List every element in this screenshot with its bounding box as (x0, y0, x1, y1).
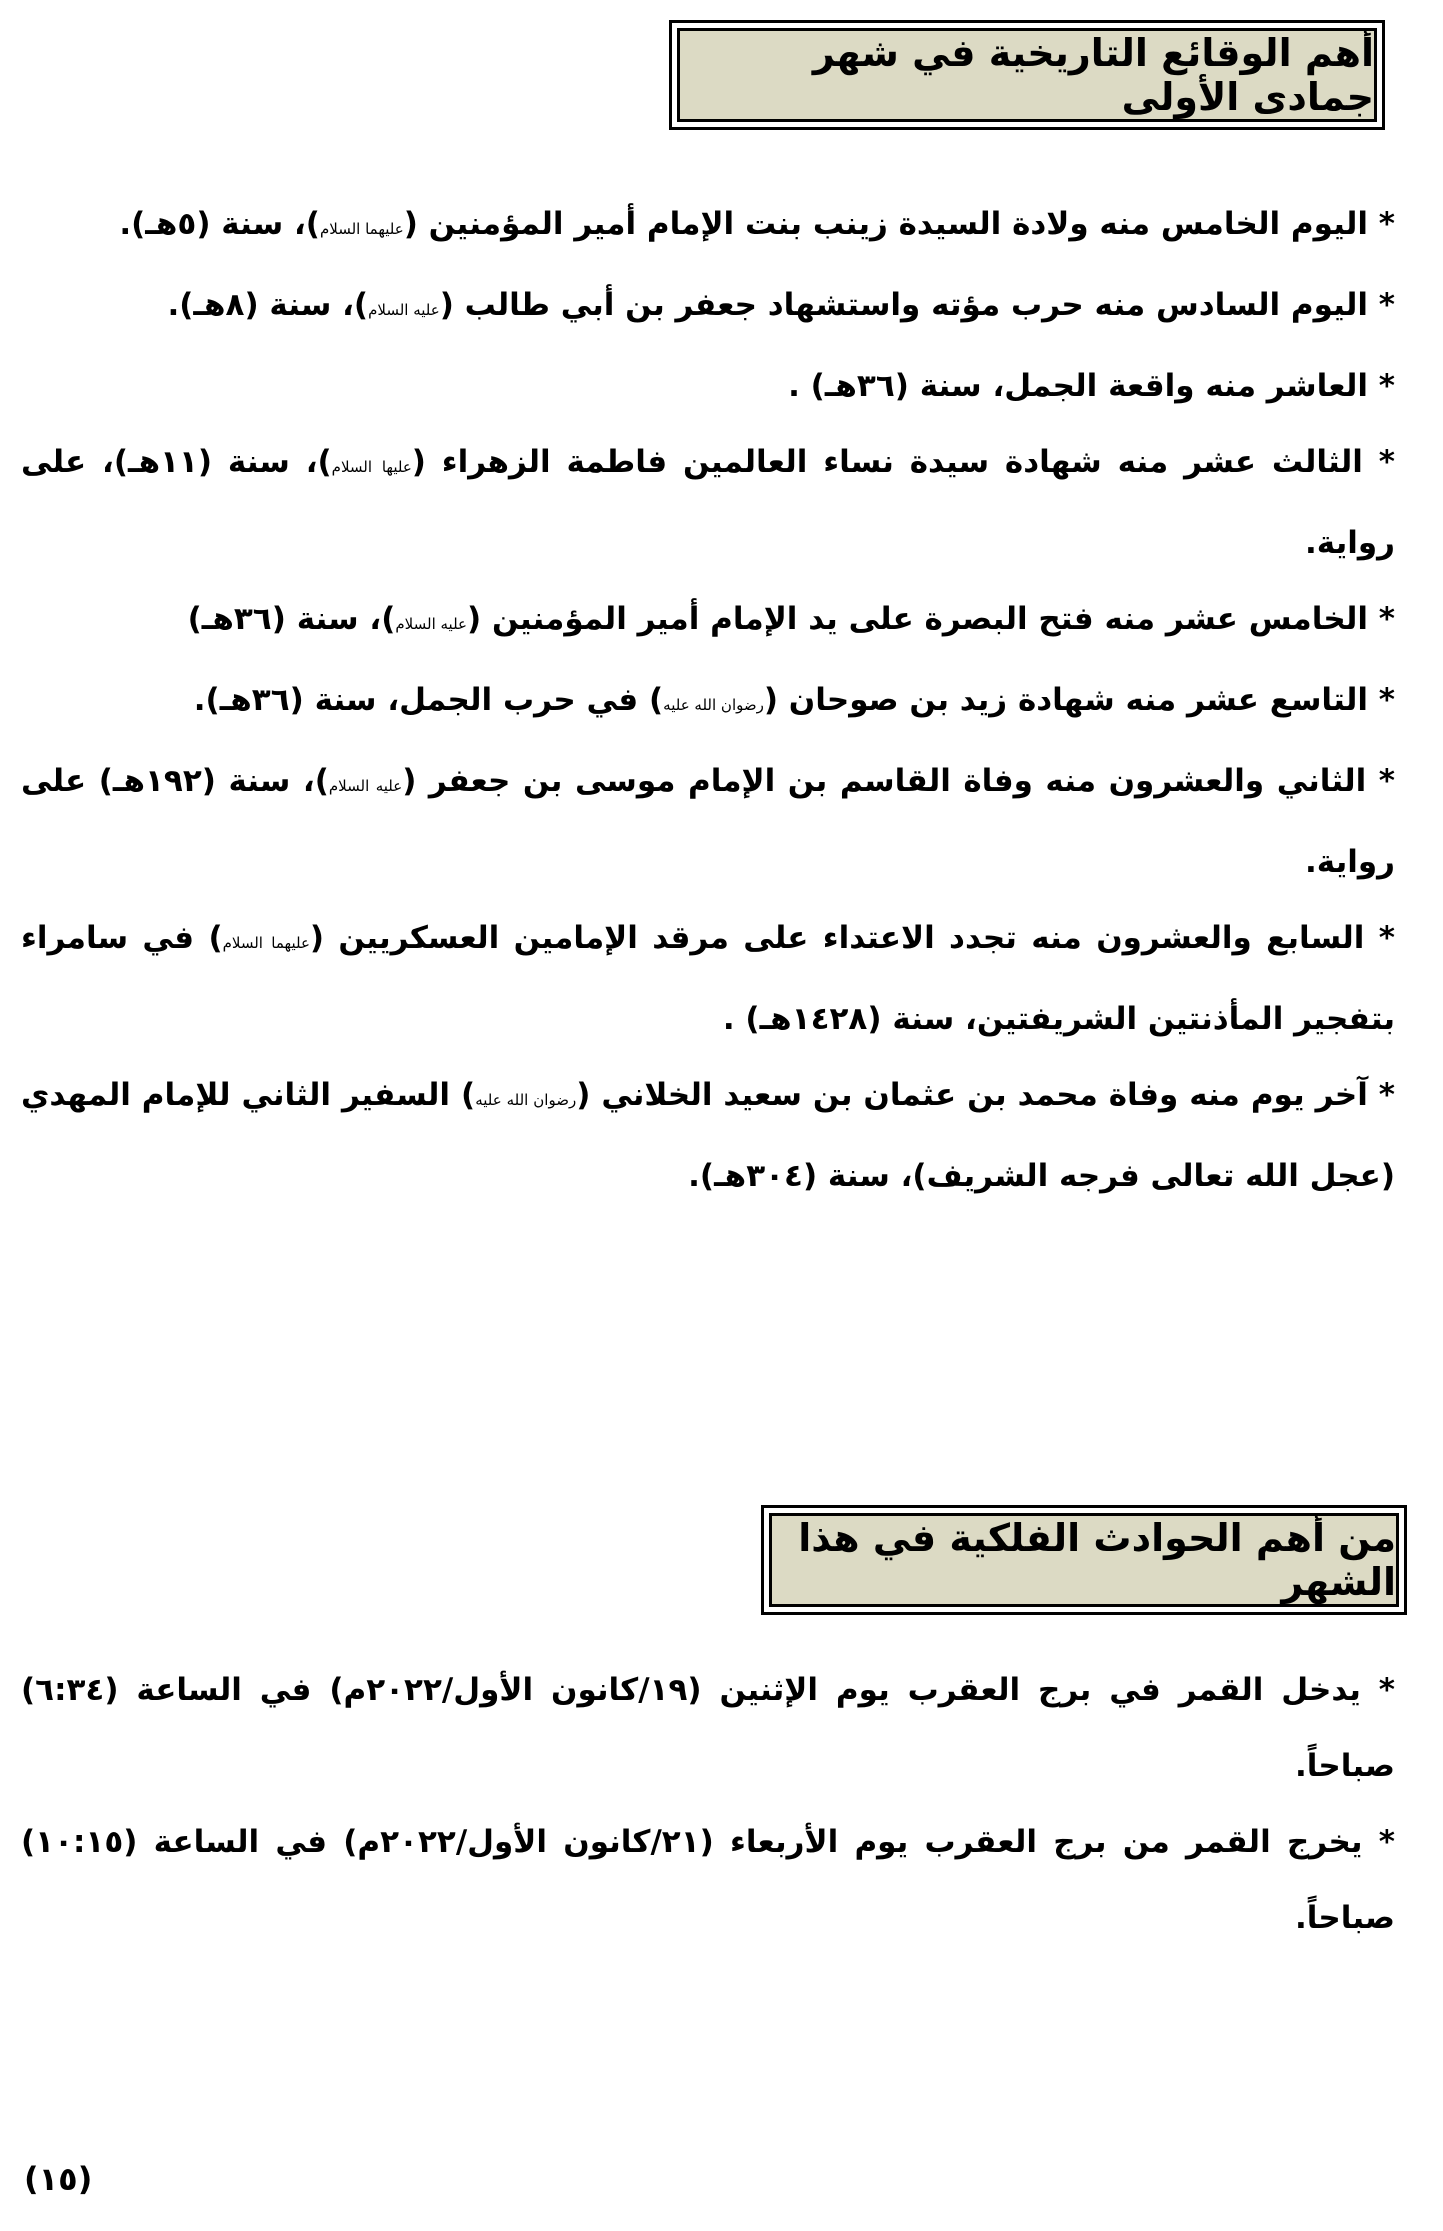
item-text: * التاسع عشر منه شهادة زيد بن صوحان ( (763, 682, 1395, 718)
honorific-text: عليه السلام (368, 301, 440, 319)
item-text: * الثاني والعشرون منه وفاة القاسم بن الإمام موسى بن جعفر ( (402, 763, 1396, 799)
list-item (21, 267, 1395, 348)
item-text: ) في حرب الجمل، سنة (٣٦هـ). (193, 682, 664, 718)
item-text: * السابع والعشرون منه تجدد الاعتداء على مرقد الإمامين العسكريين ( (309, 920, 1395, 956)
list-item (21, 900, 1395, 1057)
astronomical-events-list (21, 1652, 1395, 1956)
item-text: )، سنة (٨هـ). (167, 287, 369, 323)
list-item (21, 581, 1395, 662)
list-item (21, 424, 1395, 581)
honorific-text: رضوان الله عليه (475, 1091, 577, 1109)
list-item (21, 1652, 1395, 1804)
item-text: * اليوم الخامس منه ولادة السيدة زينب بنت الإمام أمير المؤمنين ( (403, 206, 1395, 242)
list-item (21, 1804, 1395, 1956)
honorific-text: عليهما السلام (319, 220, 404, 238)
item-text: * اليوم السادس منه حرب مؤته واستشهاد جعفر بن أبي طالب ( (439, 287, 1395, 323)
honorific-text: عليها السلام (331, 458, 412, 476)
honorific-text: عليه السلام (328, 777, 403, 795)
item-text: )، سنة (٣٦هـ) (187, 601, 396, 637)
item-text: * الخامس عشر منه فتح البصرة على يد الإمام أمير المؤمنين ( (466, 601, 1395, 637)
list-item (21, 348, 1395, 424)
item-text: * العاشر منه واقعة الجمل، سنة (٣٦هـ) . (788, 368, 1395, 404)
honorific-text: رضوان الله عليه (663, 696, 764, 714)
list-item (21, 662, 1395, 743)
section-title: من أهم الحوادث الفلكية في هذا الشهر (769, 1513, 1399, 1607)
list-item (21, 1057, 1395, 1214)
item-text: * يدخل القمر في برج العقرب يوم الإثنين (١٩/كانون الأول/٢٠٢٢م) في الساعة (٦:٣٤) صباحاً. (21, 1672, 1395, 1784)
historical-events-list (21, 186, 1395, 1214)
item-text: )، سنة (١٩٢هـ) على رواية. (21, 763, 1395, 880)
item-text: ) في سامراء بتفجير المأذنتين الشريفتين، سنة (١٤٢٨هـ) . (21, 920, 1395, 1037)
item-text: * يخرج القمر من برج العقرب يوم الأربعاء (٢١/كانون الأول/٢٠٢٢م) في الساعة (١٠:١٥) صباحاً. (21, 1824, 1395, 1936)
honorific-text: عليه السلام (395, 615, 467, 633)
section-title-box (761, 1505, 1407, 1615)
page-number: (١٥) (24, 2160, 93, 2198)
item-text: )، سنة (١١هـ)، على رواية. (21, 444, 1395, 561)
list-item (21, 743, 1395, 900)
item-text: * آخر يوم منه وفاة محمد بن عثمان بن سعيد الخلاني ( (576, 1077, 1395, 1113)
item-text: )، سنة (٥هـ). (119, 206, 320, 242)
list-item (21, 186, 1395, 267)
honorific-text: عليهما السلام (222, 934, 310, 952)
section-title-box (669, 20, 1385, 130)
section-title: أهم الوقائع التاريخية في شهر جمادى الأولى (677, 28, 1377, 122)
item-text: ) السفير الثاني للإمام المهدي (عجل الله تعالى فرجه الشريف)، سنة (٣٠٤هـ). (21, 1077, 1395, 1194)
item-text: * الثالث عشر منه شهادة سيدة نساء العالمين فاطمة الزهراء ( (411, 444, 1395, 480)
